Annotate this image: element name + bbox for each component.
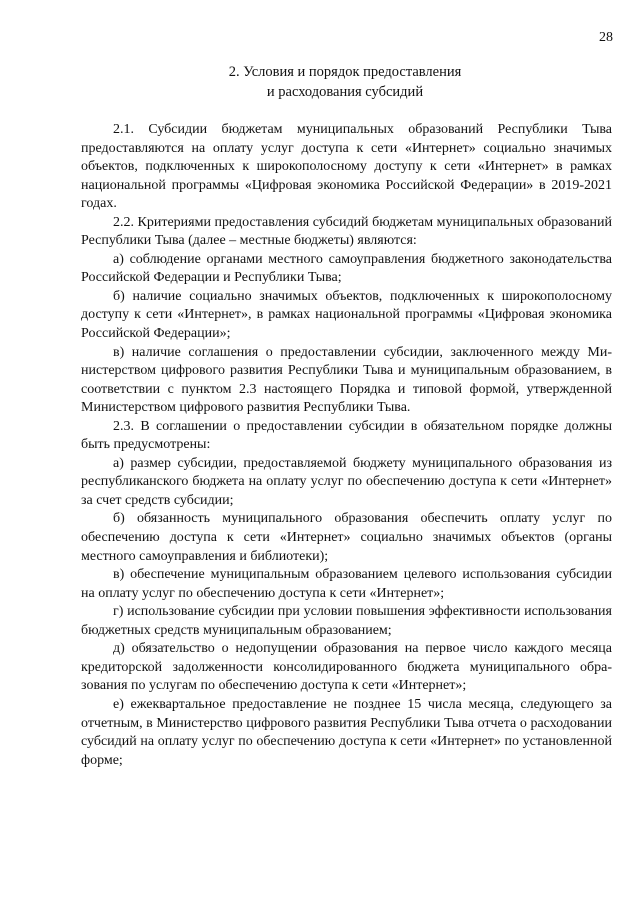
paragraph-2-3-d: д) обязательство о недопущении образования на первое число каждого месяца кредиторской задолженности консолидированного бюджета муниципального образования по услугам по обеспечению доступа к сети «Интернет»; [81,641,612,694]
paragraph-2-3-b: б) обязанность муниципального образования обеспечить оплату услуг по обеспечению доступа к сети «Интернет» социально значимых объектов (органы местного самоуправления и библиотеки); [81,511,612,564]
paragraph-2-3-v: в) обеспечение муниципальным образованием целевого использования субсидии на оплату услуг по обеспечению доступа к сети «Интернет»; [81,567,612,601]
paragraph-2-2-b: б) наличие социально значимых объектов, подключенных к широкополосному доступу к сети «Интернет», в рамках национальной программы «Цифровая экономика Российской Федерации»; [81,288,612,342]
paragraph-2-1: 2.1. Субсидии бюджетам муниципальных образований Республики Тыва предоставляются на оплату услуг доступа к сети «Интернет» социально значимых объектов, подключенных к широкополосному доступу к сети «Интернет» в рамках национальной программы «Цифровая экономика Российской Федерации» в 2019-2021 годах. [81,122,612,212]
paragraph-2-3-e: е) ежеквартальное предоставление не позднее 15 числа месяца, следующего за отчетным, в Министерство цифрового развития Республики Тыва отчета о расходовании субсидий на оплату услуг по обеспечению доступа к сети «Интернет» по установленной форме; [81,696,612,768]
paragraph-2-3-a: а) размер субсидии, предоставляемой бюджету муниципального образования из республиканского бюджета на оплату услуг по обеспечению доступа к сети «Интернет» за счет средств субсидии; [81,455,612,508]
paragraph-2-2-a: а) соблюдение органами местного самоуправления бюджетного законодательства Российской Федерации и Республики Тыва; [81,251,612,286]
section-title-line-2: и расходования субсидий [266,84,424,100]
paragraph-2-3: 2.3. В соглашении о предоставлении субсидии в обязательном порядке должны быть предусмотрены: [81,418,612,453]
section-title-line-1: 2. Условия и порядок предоставления [228,64,462,80]
page-number: 28 [599,30,613,45]
paragraph-2-2-v: в) наличие соглашения о предоставлении субсидии, заключенного между Министерством цифрового развития Республики Тыва и муниципальным образованием, в соответствии с пунктом 2.3 настоящего Порядка и типовой формой, утвержденной Министерством цифрового развития Республики Тыва. [81,344,612,416]
section-title [80,62,610,102]
paragraph-2-2: 2.2. Критериями предоставления субсидий бюджетам муниципальных образований Республики Тыва (далее – местные бюджеты) являются: [81,214,612,249]
document-body [81,121,612,770]
paragraph-2-3-g: г) использование субсидии при условии повышения эффективности использования бюджетных средств муниципальным образованием; [81,604,612,638]
